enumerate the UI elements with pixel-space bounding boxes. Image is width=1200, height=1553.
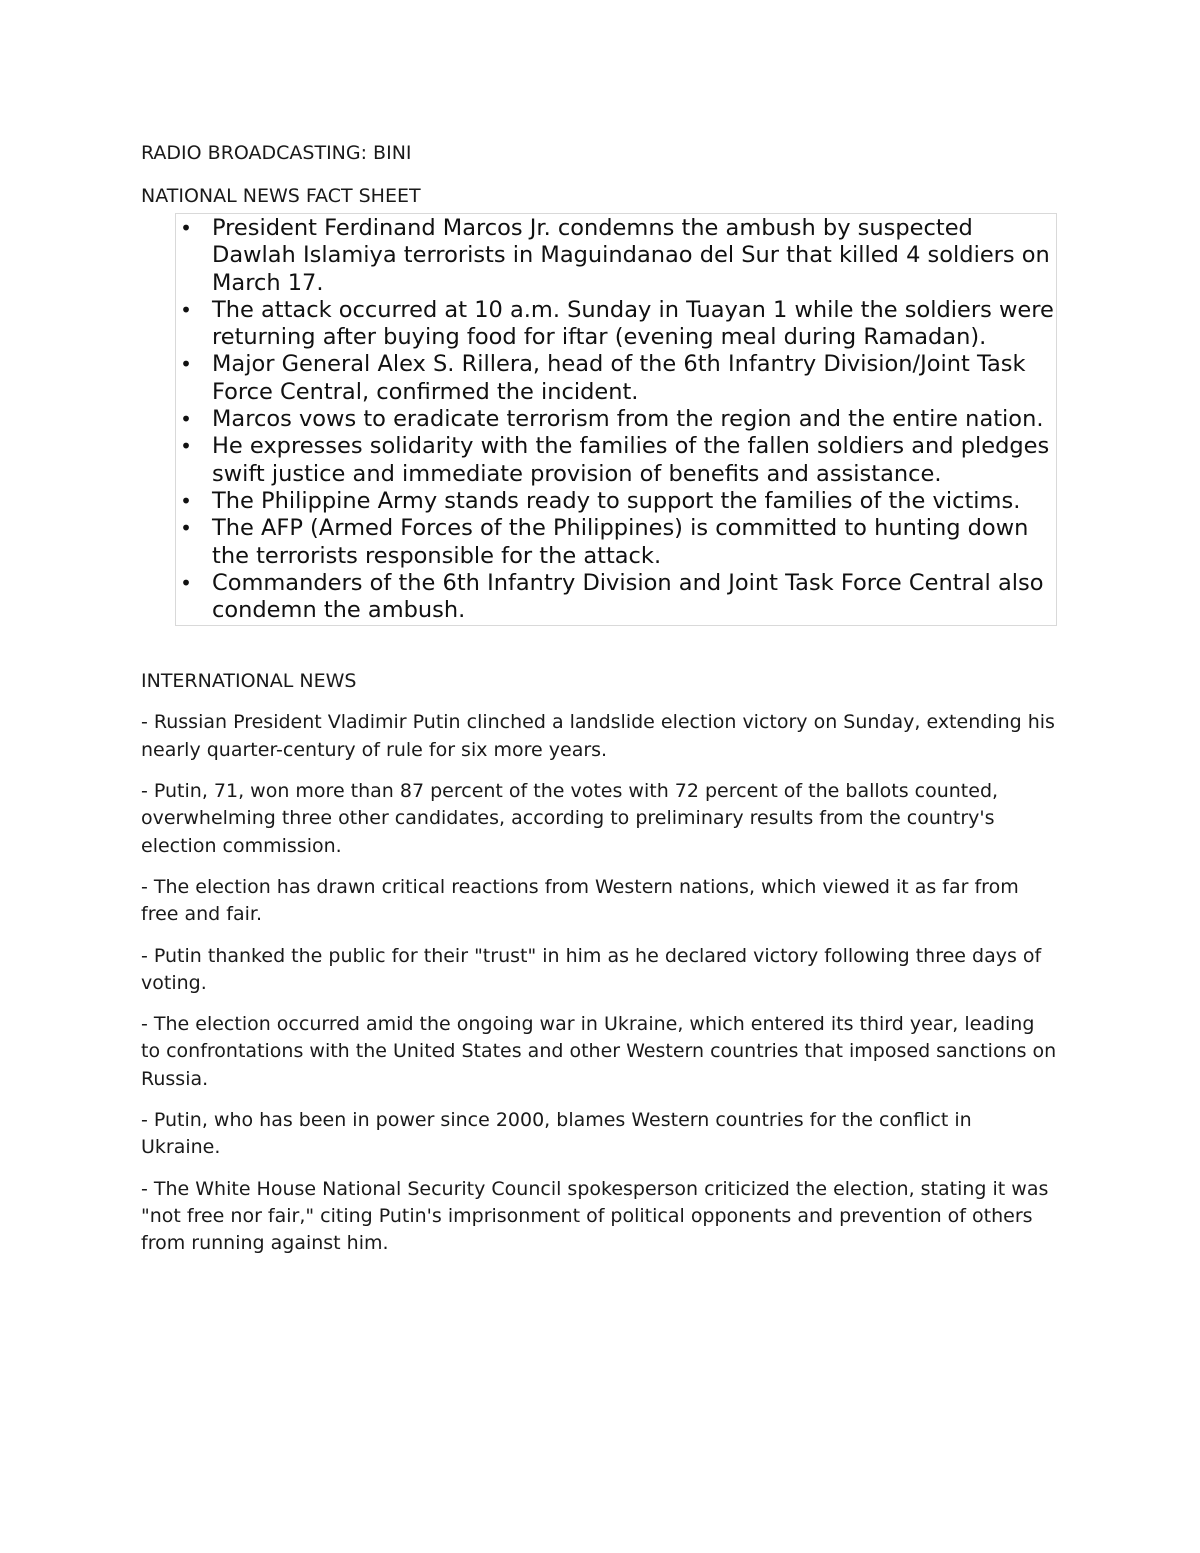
international-news-heading: INTERNATIONAL NEWS (141, 670, 357, 693)
list-item (176, 515, 1056, 570)
document-title: RADIO BROADCASTING: BINI (141, 142, 412, 164)
bullet-icon: • (180, 570, 192, 595)
international-item: - Putin, 71, won more than 87 percent of the votes with 72 percent of the ballots counted, overwhelming three other candidates, according to preliminary results from the country's election commission. (141, 780, 999, 857)
fact-text: President Ferdinand Marcos Jr. condemns the ambush by suspected Dawlah Islamiya terrorists in Maguindanao del Sur that killed 4 soldiers on March 17. (212, 215, 1050, 296)
national-news-heading: NATIONAL NEWS FACT SHEET (141, 185, 421, 207)
fact-text: Major General Alex S. Rillera, head of the 6th Infantry Division/Joint Task Force Central, confirmed the incident. (212, 351, 1026, 405)
fact-text: Marcos vows to eradicate terrorism from the region and the entire nation. (212, 406, 1044, 433)
bullet-icon: • (180, 216, 192, 240)
list-item (176, 297, 1056, 352)
list-item (176, 215, 1056, 297)
list-item (176, 406, 1056, 433)
bullet-icon: • (180, 407, 192, 432)
list-item (176, 488, 1056, 515)
fact-text: The attack occurred at 10 a.m. Sunday in Tuayan 1 while the soldiers were returning after buying food for iftar (evening meal during Ramadan). (212, 296, 1054, 351)
list-item (176, 351, 1056, 406)
bullet-icon: • (180, 297, 192, 322)
international-item: - Putin thanked the public for their "trust" in him as he declared victory following three days of voting. (141, 944, 1042, 994)
national-fact-list (176, 215, 1056, 624)
international-item: - The election occurred amid the ongoing war in Ukraine, which entered its third year, leading to confrontations with the United States and other Western countries that imposed sanctions on Russia. (141, 1013, 1057, 1090)
national-fact-box (175, 213, 1057, 626)
fact-text: Commanders of the 6th Infantry Division and Joint Task Force Central also condemn the ambush. (212, 569, 1044, 624)
bullet-icon: • (180, 516, 192, 541)
list-item (176, 570, 1056, 625)
document-page (141, 140, 1061, 1272)
bullet-icon: • (180, 352, 192, 377)
international-item: - The election has drawn critical reactions from Western nations, which viewed it as far from free and fair. (141, 875, 1019, 926)
bullet-icon: • (180, 434, 192, 459)
list-item (176, 433, 1056, 488)
international-item: - The White House National Security Council spokesperson criticized the election, stating it was "not free nor fair," citing Putin's imprisonment of political opponents and prevention of others from running against him. (141, 1177, 1049, 1255)
fact-text: The AFP (Armed Forces of the Philippines) is committed to hunting down the terrorists responsible for the attack. (212, 515, 1029, 569)
international-item: - Putin, who has been in power since 2000, blames Western countries for the conflict in Ukraine. (141, 1109, 972, 1159)
bullet-icon: • (180, 488, 192, 513)
fact-text: He expresses solidarity with the families of the fallen soldiers and pledges swift justice and immediate provision of benefits and assistance. (212, 433, 1050, 487)
international-item: - Russian President Vladimir Putin clinched a landslide election victory on Sunday, extending his nearly quarter-century of rule for six more years. (141, 711, 1055, 761)
fact-text: The Philippine Army stands ready to support the families of the victims. (212, 487, 1021, 514)
